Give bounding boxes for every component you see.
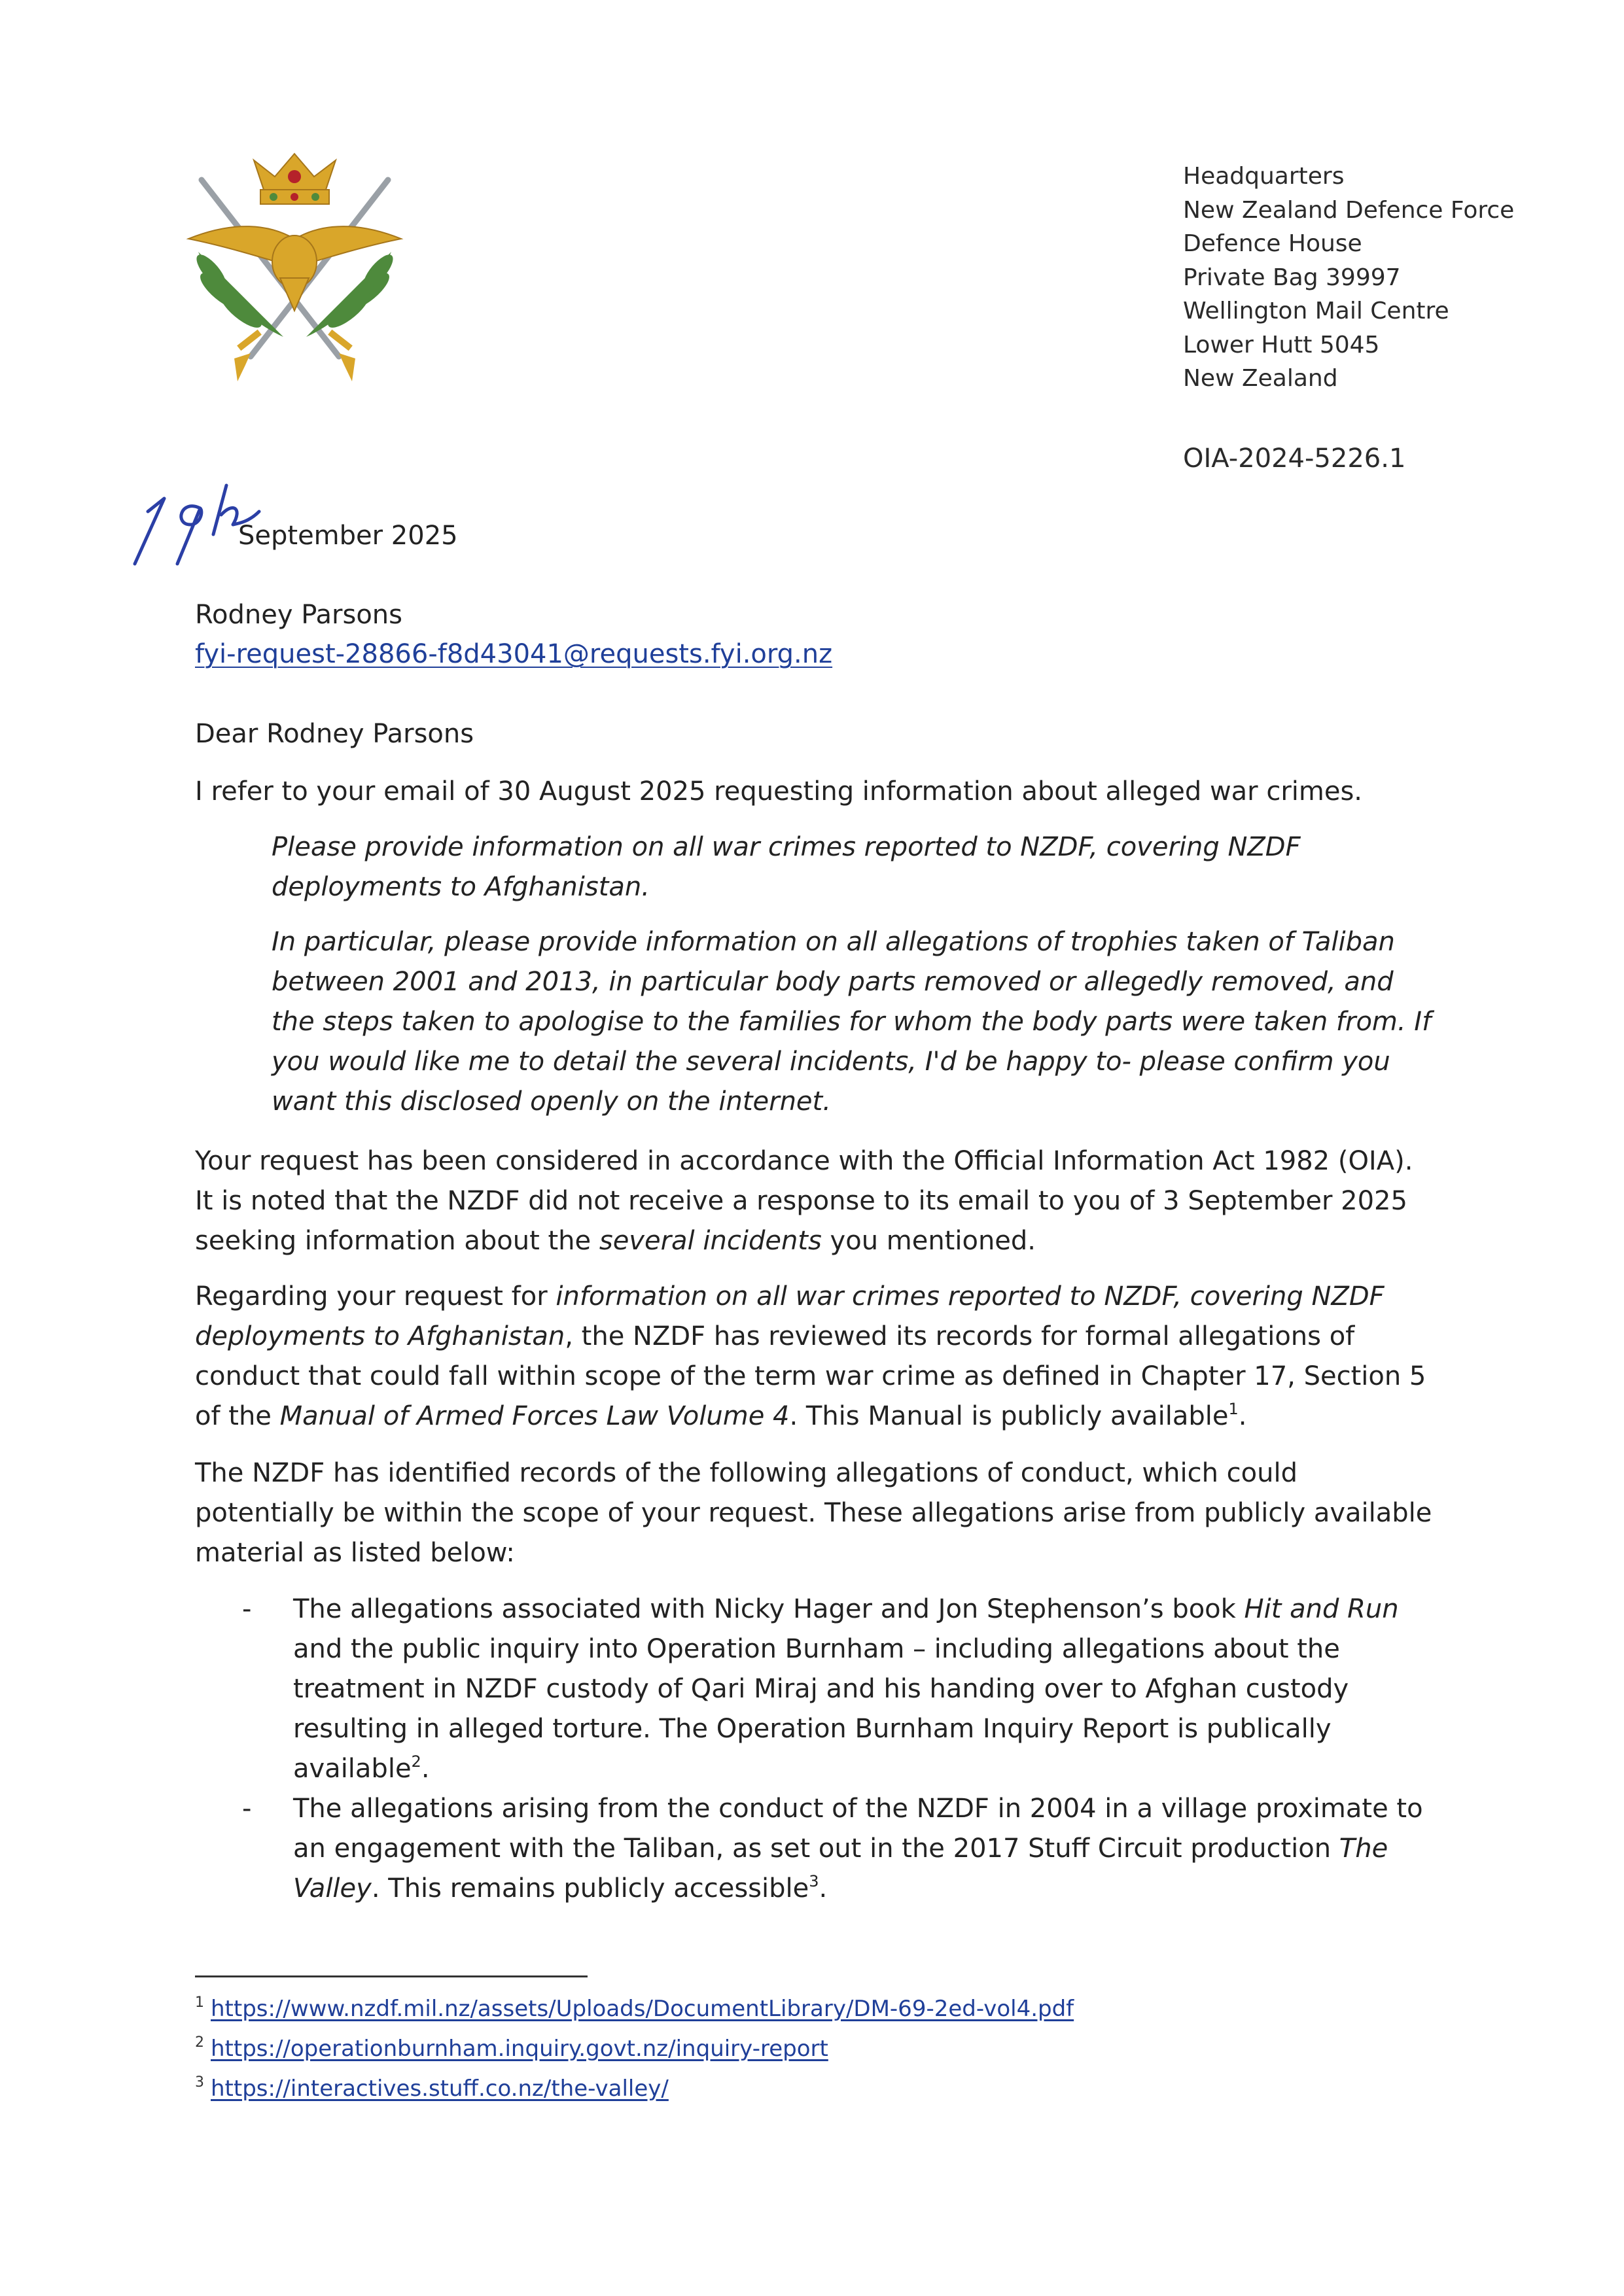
allegation-list-item <box>242 1789 1453 1909</box>
request-quote-2 <box>272 922 1443 1122</box>
paragraph-records-review <box>195 1277 1438 1436</box>
text: , the NZDF has reviewed its records for formal allegations of conduct that could fall within scope of the term war crime as defined in Chapter 17, Section 5 of the <box>195 1321 1426 1431</box>
bullet-dash: - <box>242 1794 252 1824</box>
text: The allegations arising from the conduct of the NZDF in 2004 in a village proximate to an engagement with the Taliban, as set out in the 2017 Stuff Circuit production <box>293 1794 1423 1864</box>
text: and the public inquiry into Operation Burnham – including allegations about the treatment in NZDF custody of Qari Miraj and his handing over to Afghan custody resulting in alleged torture. The Operation Burnham Inquiry Report is publically available <box>293 1634 1349 1784</box>
address-line: New Zealand <box>1183 365 1338 392</box>
address-line: Lower Hutt 5045 <box>1183 331 1380 358</box>
letter-date: September 2025 <box>238 521 458 551</box>
text: The NZDF has identified records of the following allegations of conduct, which could potentially be within the scope of your request. These allegations arise from publicly available material as listed below: <box>195 1458 1432 1568</box>
footnotes <box>195 1986 1074 2106</box>
footnote <box>195 2066 1074 2106</box>
paragraph-identified-records <box>195 1453 1438 1573</box>
quote-text: In particular, please provide information on all allegations of trophies taken of Taliban between 2001 and 2013, in particular body parts removed or allegedly removed, and the steps taken to apologise to the families for whom the body parts were taken from. If you would like me to detail the several incidents, I'd be happy to- please confirm you want this disclosed openly on the internet. <box>272 927 1432 1117</box>
footnote-number: 2 <box>195 2034 204 2051</box>
text: . This Manual is publicly available <box>789 1401 1229 1431</box>
bullet-dash: - <box>242 1594 252 1624</box>
address-line: Defence House <box>1183 230 1362 257</box>
footnote-ref[interactable]: 2 <box>411 1752 421 1771</box>
text: . <box>819 1873 828 1904</box>
footnote-number: 1 <box>195 1994 204 2011</box>
text: The allegations associated with Nicky Hager and Jon Stephenson’s book <box>293 1594 1244 1624</box>
recipient-block <box>195 595 832 674</box>
intro-paragraph: I refer to your email of 30 August 2025 requesting information about alleged war crimes. <box>195 776 1363 807</box>
italic-text: information on all war crimes reported to NZDF, covering NZDF deployments to Afghanistan <box>195 1281 1385 1351</box>
recipient-name: Rodney Parsons <box>195 600 402 630</box>
text: . <box>421 1754 430 1784</box>
italic-text: Manual of Armed Forces Law Volume 4 <box>279 1401 790 1431</box>
italic-text: Hit and Run <box>1244 1594 1399 1624</box>
footnote <box>195 2026 1074 2066</box>
allegation-list-item <box>242 1590 1453 1789</box>
paragraph-oia <box>195 1141 1438 1261</box>
text: you mentioned. <box>821 1226 1036 1256</box>
italic-text: several incidents <box>599 1226 822 1256</box>
address-line: Private Bag 39997 <box>1183 264 1401 291</box>
text: Regarding your request for <box>195 1281 556 1312</box>
text: . <box>1238 1401 1247 1431</box>
italic-text: The Valley <box>293 1834 1388 1904</box>
address-line: Headquarters <box>1183 163 1345 190</box>
footnote-ref[interactable]: 3 <box>809 1872 819 1890</box>
footnote-ref[interactable]: 1 <box>1228 1400 1239 1418</box>
footnote-link[interactable]: https://interactives.stuff.co.nz/the-valley/ <box>211 2076 669 2102</box>
footnote-link[interactable]: https://operationburnham.inquiry.govt.nz/inquiry-report <box>211 2036 828 2062</box>
address-line: Wellington Mail Centre <box>1183 298 1449 324</box>
footnote-link[interactable]: https://www.nzdf.mil.nz/assets/Uploads/DocumentLibrary/DM-69-2ed-vol4.pdf <box>211 1996 1074 2022</box>
text: Your request has been considered in accordance with the Official Information Act 1982 (OIA). It is noted that the NZDF did not receive a response to its email to you of 3 September 2025 seeking information about the <box>195 1146 1413 1256</box>
footnote-number: 3 <box>195 2074 204 2091</box>
quote-text: Please provide information on all war crimes reported to NZDF, covering NZDF deployments to Afghanistan. <box>272 832 1301 902</box>
salutation: Dear Rodney Parsons <box>195 719 474 749</box>
reference-number: OIA-2024-5226.1 <box>1183 444 1406 474</box>
footnote <box>195 1986 1074 2026</box>
footnote-divider <box>195 1975 588 1977</box>
request-quote-1 <box>272 827 1443 907</box>
nzdf-crest-icon <box>175 141 414 386</box>
recipient-email-link[interactable]: fyi-request-28866-f8d43041@requests.fyi.org.nz <box>195 639 833 669</box>
sender-address <box>1183 160 1514 396</box>
address-line: New Zealand Defence Force <box>1183 196 1515 224</box>
text: . This remains publicly accessible <box>371 1873 809 1904</box>
